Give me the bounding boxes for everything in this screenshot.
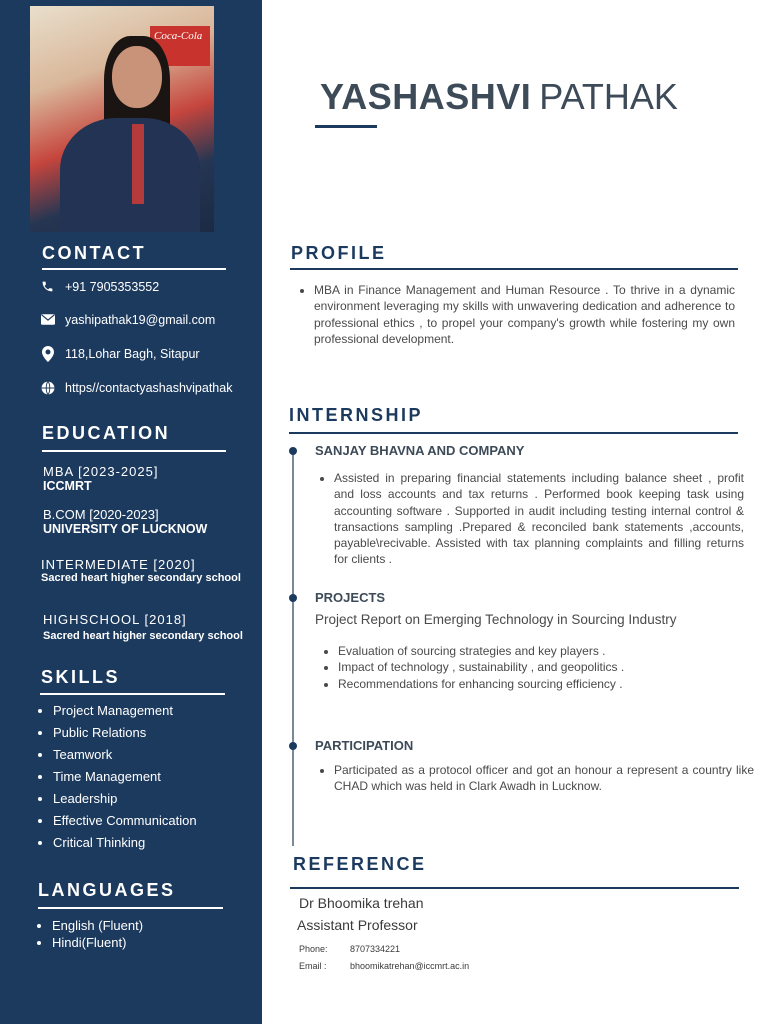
reference-title: REFERENCE <box>293 854 427 874</box>
mail-icon <box>40 312 55 327</box>
profile-divider <box>290 268 738 270</box>
website-text: https//contactyashashvipathak <box>65 380 233 395</box>
languages-title: LANGUAGES <box>38 880 176 900</box>
profile-title: PROFILE <box>291 243 387 263</box>
education-item <box>43 507 207 536</box>
address-text: 118,Lohar Bagh, Sitapur <box>65 346 200 361</box>
participation-title: PARTICIPATION <box>315 738 414 753</box>
language-item: • Hindi(Fluent) <box>52 935 143 952</box>
timeline-dot <box>289 742 297 750</box>
education-item <box>43 464 158 493</box>
profile-text <box>296 282 735 347</box>
globe-icon <box>40 380 55 395</box>
education-degree: MBA [2023-2025] <box>43 464 159 479</box>
education-degree: HIGHSCHOOL [2018] <box>43 612 187 627</box>
skill-item: • Effective Communication <box>53 813 197 835</box>
first-name: YASHASHVI <box>320 76 532 117</box>
project-point: • Impact of technology , sustainability , and geopolitics . <box>338 659 738 675</box>
skill-item: • Project Management <box>53 703 197 725</box>
internship-divider <box>289 432 738 434</box>
profile-paragraph: • MBA in Finance Management and Human Resource . To thrive in a dynamic environment leveraging my skills with unwavering dedication and adherence to professional ethics , to propel your company's growth while fostering my own professional development. <box>314 282 735 347</box>
education-title: EDUCATION <box>42 423 171 443</box>
education-school: Sacred heart higher secondary school <box>41 572 241 584</box>
education-degree: INTERMEDIATE [2020] <box>41 557 196 572</box>
contact-website[interactable] <box>40 380 232 395</box>
languages-list <box>38 918 143 952</box>
phone-text: +91 7905353552 <box>65 279 160 294</box>
education-school: UNIVERSITY OF LUCKNOW <box>43 522 208 536</box>
education-item <box>43 612 243 642</box>
skill-item: • Critical Thinking <box>53 835 197 857</box>
contact-phone[interactable] <box>40 279 159 294</box>
skills-divider <box>40 693 225 695</box>
internship-details <box>316 470 744 568</box>
reference-phone[interactable]: 8707334221 <box>350 944 401 954</box>
project-points <box>320 643 738 692</box>
contact-title: CONTACT <box>42 243 147 263</box>
language-item: • English (Fluent) <box>52 918 143 935</box>
sidebar <box>0 0 262 1024</box>
phone-icon <box>40 279 55 294</box>
reference-divider <box>290 887 739 889</box>
last-name: PATHAK <box>539 76 678 117</box>
project-point: • Recommendations for enhancing sourcing efficiency . <box>338 676 738 692</box>
email-text: yashipathak19@gmail.com <box>65 312 216 327</box>
skill-item: • Public Relations <box>53 725 197 747</box>
education-item <box>41 557 241 584</box>
contact-divider <box>42 268 226 270</box>
reference-phone-label: Phone: <box>299 944 328 954</box>
timeline-dot <box>289 594 297 602</box>
profile-photo <box>30 6 214 232</box>
languages-divider <box>38 907 223 909</box>
reference-email[interactable]: bhoomikatrehan@iccmrt.ac.in <box>350 961 470 971</box>
skills-list <box>39 703 197 857</box>
timeline-dot <box>289 447 297 455</box>
name-underline <box>315 125 377 128</box>
projects-title: PROJECTS <box>315 590 386 605</box>
education-degree: B.COM [2020-2023] <box>43 507 159 522</box>
skill-item: • Time Management <box>53 769 197 791</box>
internship-paragraph: • Assisted in preparing financial statements including balance sheet , profit and loss accounts and tax returns . Performed book keeping task using accounting software . Supported in audit including testing internal control & transactions sampling .Prepared & reconciled bank statements ,accounts, payable\recivable. Assisted with tax planning complaints and filling returns for clients . <box>334 470 744 568</box>
reference-email-label: Email : <box>299 961 327 971</box>
skill-item: • Teamwork <box>53 747 197 769</box>
skill-item: • Leadership <box>53 791 197 813</box>
photo-sign: Coca-Cola <box>150 26 210 66</box>
internship-title: INTERNSHIP <box>289 405 424 425</box>
education-school: ICCMRT <box>43 479 92 493</box>
participation-paragraph: • Participated as a protocol officer and got an honour a represent a country like CHAD which was held in Clark Awadh in Lucknow. <box>334 762 754 795</box>
internship-company: SANJAY BHAVNA AND COMPANY <box>315 443 525 458</box>
location-icon <box>40 346 55 361</box>
reference-name: Dr Bhoomika trehan <box>299 895 424 911</box>
participation-details <box>316 762 754 795</box>
education-school: Sacred heart higher secondary school <box>43 630 243 642</box>
contact-address <box>40 346 200 361</box>
reference-role: Assistant Professor <box>297 917 418 933</box>
project-title: Project Report on Emerging Technology in Sourcing Industry <box>315 612 677 627</box>
education-divider <box>42 450 226 452</box>
timeline-line <box>292 450 294 846</box>
project-point: • Evaluation of sourcing strategies and key players . <box>338 643 738 659</box>
contact-email[interactable] <box>40 312 215 327</box>
candidate-name <box>320 76 678 118</box>
skills-title: SKILLS <box>41 667 121 687</box>
